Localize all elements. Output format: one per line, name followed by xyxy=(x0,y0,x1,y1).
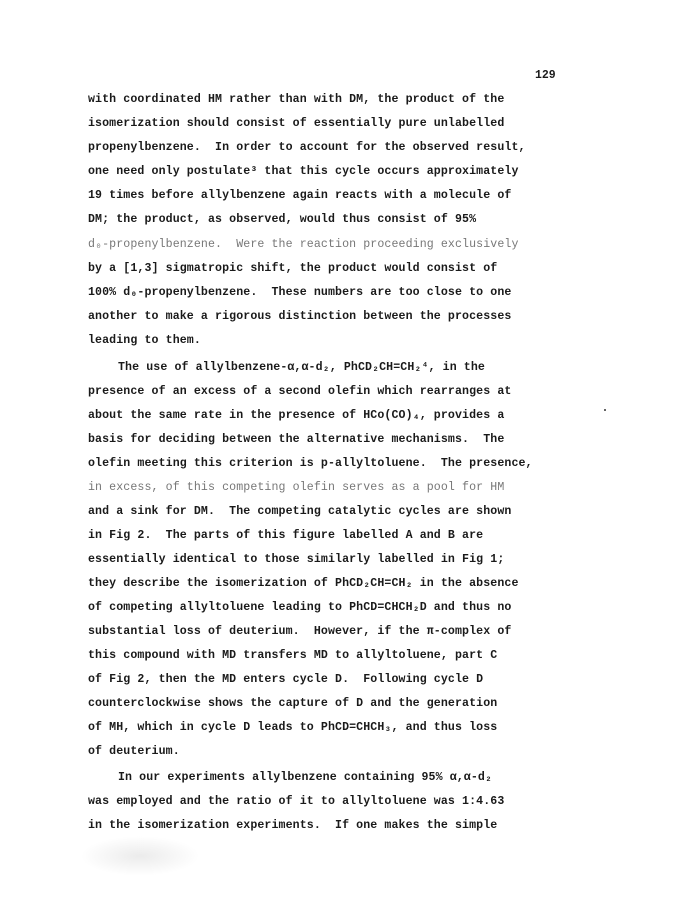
text-line: of deuterium. xyxy=(88,745,180,758)
text-line: of competing allyltoluene leading to PhCD=CHCH₂D and thus no xyxy=(88,601,512,614)
text-line: they describe the isomerization of PhCD₂CH=CH₂ in the absence xyxy=(88,577,519,590)
text-line: of MH, which in cycle D leads to PhCD=CHCH₃, and thus loss xyxy=(88,721,498,734)
text-line: propenylbenzene. In order to account for the observed result, xyxy=(88,141,526,154)
text-line: essentially identical to those similarly labelled in Fig 1; xyxy=(88,553,505,566)
text-line: by a [1,3] sigmatropic shift, the product would consist of xyxy=(88,262,498,275)
text-line: in Fig 2. The parts of this figure labelled A and B are xyxy=(88,529,484,542)
text-line: was employed and the ratio of it to allyltoluene was 1:4.63 xyxy=(88,795,505,808)
text-line: substantial loss of deuterium. However, if the π-complex of xyxy=(88,625,512,638)
text-line: one need only postulate³ that this cycle occurs approximately xyxy=(88,165,519,178)
text-line: leading to them. xyxy=(88,334,201,347)
text-line: and a sink for DM. The competing catalytic cycles are shown xyxy=(88,505,512,518)
text-line: in the isomerization experiments. If one makes the simple xyxy=(88,819,498,832)
text-line: 100% d₀-propenylbenzene. These numbers are too close to one xyxy=(88,286,512,299)
scan-smudge xyxy=(80,836,200,876)
text-line: counterclockwise shows the capture of D and the generation xyxy=(88,697,498,710)
text-line: another to make a rigorous distinction between the processes xyxy=(88,310,512,323)
text-line: about the same rate in the presence of HCo(CO)₄, provides a xyxy=(88,409,505,422)
text-line: 19 times before allylbenzene again reacts with a molecule of xyxy=(88,189,512,202)
text-line: this compound with MD transfers MD to allyltoluene, part C xyxy=(88,649,498,662)
text-line: of Fig 2, then the MD enters cycle D. Following cycle D xyxy=(88,673,484,686)
text-line: In our experiments allylbenzene containing 95% α,α-d₂ xyxy=(118,771,493,784)
speck xyxy=(604,409,606,411)
text-line: basis for deciding between the alternative mechanisms. The xyxy=(88,433,505,446)
page-number: 129 xyxy=(535,69,556,82)
text-line: The use of allylbenzene-α,α-d₂, PhCD₂CH=CH₂⁴, in the xyxy=(118,361,485,374)
text-line: DM; the product, as observed, would thus consist of 95% xyxy=(88,213,477,226)
text-line: presence of an excess of a second olefin which rearranges at xyxy=(88,385,512,398)
text-line: isomerization should consist of essentially pure unlabelled xyxy=(88,117,505,130)
text-line: in excess, of this competing olefin serves as a pool for HM xyxy=(88,481,505,494)
text-line: with coordinated HM rather than with DM, the product of the xyxy=(88,93,505,106)
text-line: olefin meeting this criterion is p-allyltoluene. The presence, xyxy=(88,457,533,470)
text-line: d₀-propenylbenzene. Were the reaction proceeding exclusively xyxy=(88,238,519,251)
